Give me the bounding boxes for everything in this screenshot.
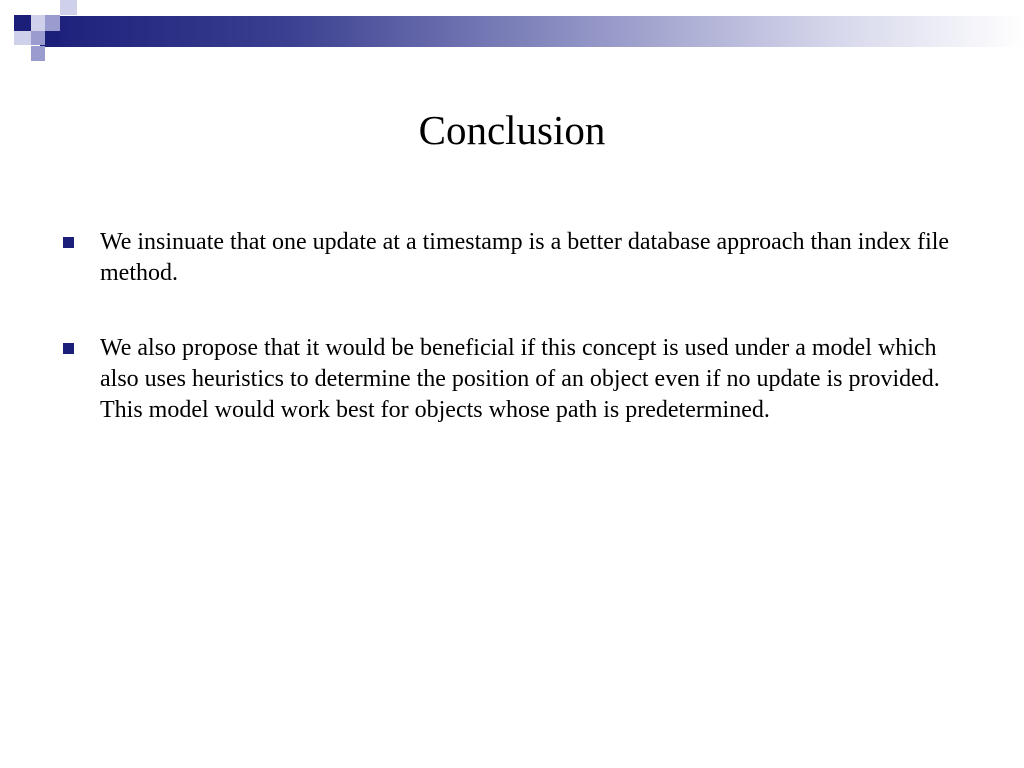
square-bullet-icon bbox=[63, 237, 74, 248]
list-item bbox=[62, 227, 962, 289]
header-square bbox=[14, 15, 31, 31]
bullet-text: We insinuate that one update at a timestamp is a better database approach than index file method. bbox=[100, 229, 950, 286]
square-bullet-icon bbox=[63, 343, 74, 354]
header-square bbox=[60, 0, 77, 15]
header-square bbox=[45, 15, 60, 31]
slide-title: Conclusion bbox=[418, 107, 606, 153]
header-square bbox=[45, 31, 60, 46]
header-square bbox=[14, 31, 31, 45]
bullet-text: We also propose that it would be beneficial if this concept is used under a model which also uses heuristics to determine the position of an object even if no update is provided. This model would work best for objects whose path is predetermined. bbox=[100, 335, 940, 423]
bullet-list bbox=[62, 227, 962, 470]
header-square bbox=[31, 15, 45, 31]
header-square bbox=[31, 46, 45, 61]
list-item bbox=[62, 333, 962, 426]
header-square bbox=[31, 31, 45, 45]
header-gradient-bar bbox=[40, 16, 1024, 47]
